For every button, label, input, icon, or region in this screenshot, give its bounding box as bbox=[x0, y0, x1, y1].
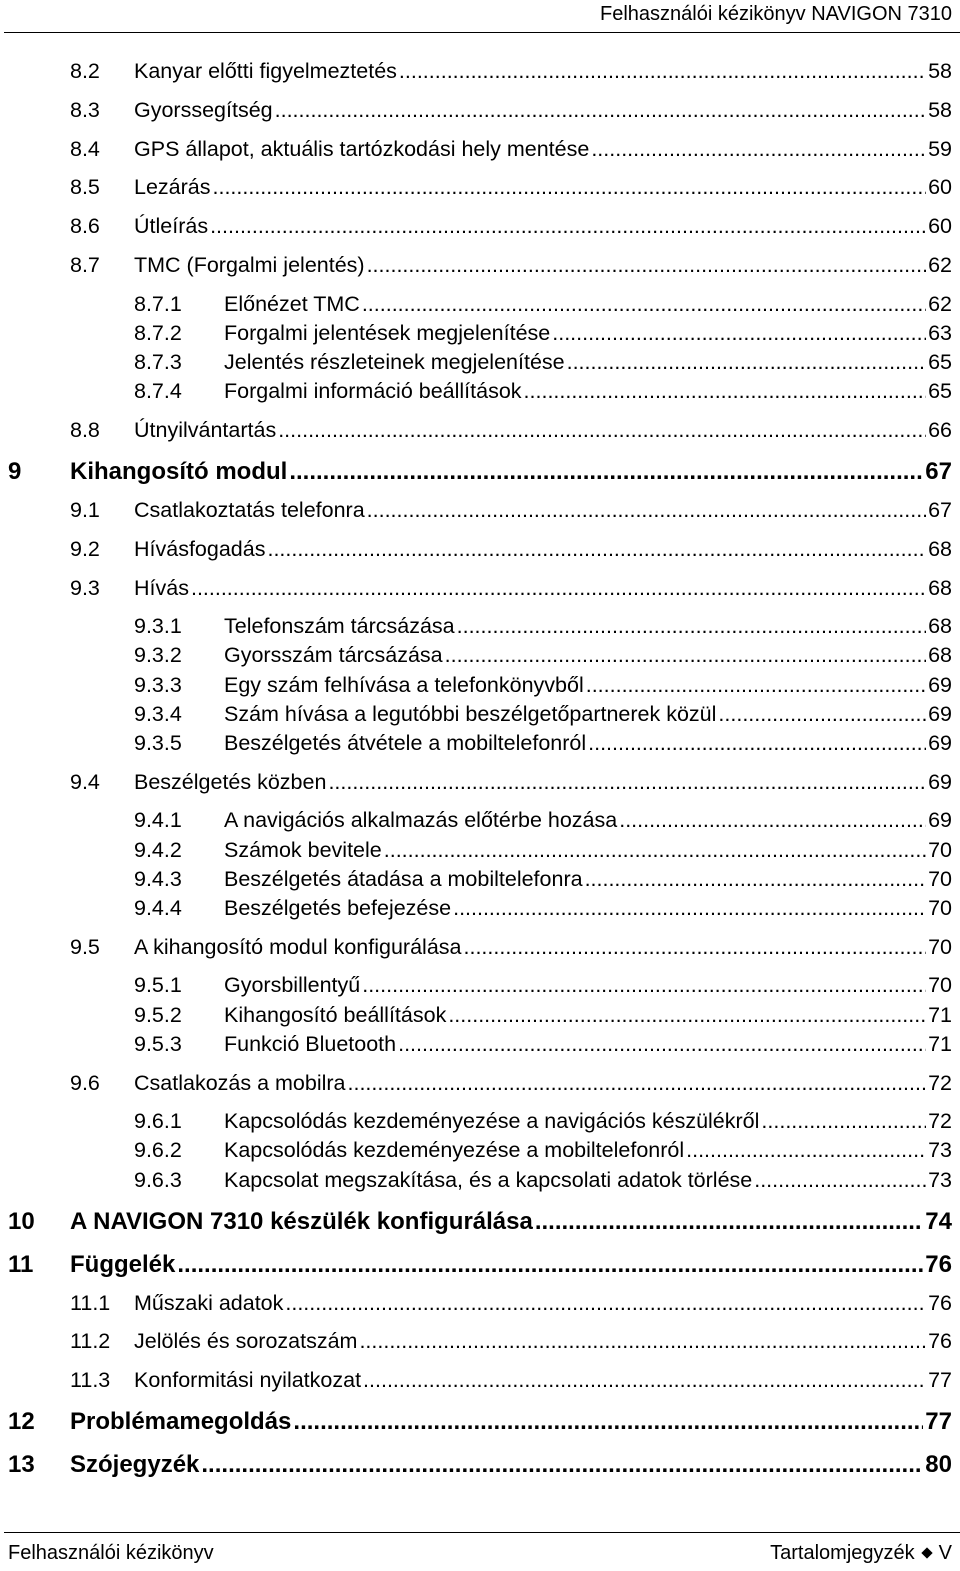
toc-entry[interactable] bbox=[8, 1408, 952, 1438]
footer-doc-title: Felhasználói kézikönyv bbox=[8, 1542, 214, 1564]
toc-entry-page: 72 bbox=[928, 1070, 952, 1095]
toc-entry-page: 67 bbox=[928, 498, 952, 522]
toc-entry-number: 8.8 bbox=[70, 418, 100, 442]
toc-dot-leader bbox=[367, 498, 926, 523]
toc-entry-number: 12 bbox=[8, 1408, 35, 1436]
toc-entry[interactable] bbox=[134, 838, 952, 868]
toc-dot-leader bbox=[718, 702, 926, 727]
toc-entry[interactable] bbox=[70, 576, 952, 606]
toc-entry-page: 76 bbox=[928, 1290, 952, 1315]
toc-entry-page: 58 bbox=[928, 59, 952, 83]
toc-entry-page: 70 bbox=[928, 837, 952, 862]
toc-entry-number: 9.4.3 bbox=[134, 866, 182, 891]
toc-entry-page: 62 bbox=[928, 291, 952, 316]
toc-entry[interactable] bbox=[8, 1451, 952, 1481]
toc-entry-title: Hívás bbox=[134, 575, 189, 600]
toc-entry[interactable] bbox=[70, 498, 952, 528]
toc-entry-page: 74 bbox=[925, 1207, 952, 1235]
toc-entry-page: 69 bbox=[928, 769, 952, 794]
toc-entry[interactable] bbox=[134, 1168, 952, 1198]
toc-entry-title: Konformitási nyilatkozat bbox=[134, 1368, 362, 1393]
toc-entry-page: 60 bbox=[928, 175, 952, 200]
toc-dot-leader bbox=[278, 418, 926, 443]
toc-entry-page: 73 bbox=[928, 1138, 952, 1163]
toc-entry-page: 70 bbox=[928, 973, 952, 998]
toc-entry-page: 65 bbox=[928, 379, 952, 404]
toc-entry-page: 70 bbox=[928, 866, 952, 891]
toc-entry-number: 11 bbox=[8, 1250, 34, 1278]
toc-entry-page: 70 bbox=[928, 934, 952, 959]
toc-entry-number: 11.2 bbox=[70, 1329, 111, 1354]
toc-entry-number: 9.5.1 bbox=[134, 973, 182, 998]
toc-dot-leader bbox=[445, 643, 926, 668]
toc-entry-title: A kihangosító modul konfigurálása bbox=[134, 934, 462, 959]
toc-dot-leader bbox=[359, 1329, 926, 1354]
toc-entry[interactable] bbox=[134, 350, 952, 380]
toc-dot-leader bbox=[289, 458, 923, 486]
toc-entry-number: 8.7 bbox=[70, 253, 100, 277]
toc-entry-title: Funkció Bluetooth bbox=[224, 1031, 397, 1056]
toc-dot-leader bbox=[384, 838, 926, 863]
toc-entry-number: 8.2 bbox=[70, 59, 100, 83]
toc-entry-page: 59 bbox=[928, 136, 952, 161]
toc-entry-page: 69 bbox=[928, 672, 952, 697]
toc-dot-leader bbox=[567, 350, 926, 375]
toc-entry-page: 80 bbox=[925, 1451, 952, 1479]
toc-entry[interactable] bbox=[134, 1138, 952, 1168]
toc-entry[interactable] bbox=[70, 935, 952, 965]
toc-entry[interactable] bbox=[134, 643, 952, 673]
toc-entry-number: 9.2 bbox=[70, 536, 100, 561]
toc-entry-title: Beszélgetés befejezése bbox=[224, 896, 452, 920]
toc-entry-page: 71 bbox=[928, 1031, 952, 1056]
toc-entry-number: 9.4.2 bbox=[134, 837, 182, 862]
toc-entry-number: 9.5 bbox=[70, 934, 100, 959]
toc-entry-number: 8.7.1 bbox=[134, 291, 182, 316]
toc-dot-leader bbox=[177, 1251, 923, 1279]
toc-entry-title: A NAVIGON 7310 készülék konfigurálása bbox=[70, 1207, 533, 1235]
toc-entry-number: 9.3 bbox=[70, 575, 100, 600]
toc-entry-number: 8.3 bbox=[70, 97, 100, 122]
toc-entry-number: 11.3 bbox=[70, 1368, 111, 1393]
toc-entry-number: 9.6.2 bbox=[134, 1138, 182, 1163]
toc-entry-title: Gyorsszám tárcsázása bbox=[224, 643, 443, 668]
toc-entry[interactable] bbox=[70, 1291, 952, 1321]
toc-entry-title: Kapcsolódás kezdeményezése a navigációs készülékről bbox=[224, 1109, 760, 1134]
toc-entry-title: Kapcsolat megszakítása, és a kapcsolati adatok törlése bbox=[224, 1167, 753, 1192]
toc-entry[interactable] bbox=[134, 321, 952, 351]
toc-dot-leader bbox=[686, 1138, 926, 1163]
toc-entry-number: 9.6 bbox=[70, 1070, 100, 1095]
toc-entry-number: 8.7.3 bbox=[134, 350, 182, 374]
toc-entry-number: 9.4.4 bbox=[134, 896, 182, 920]
toc-dot-leader bbox=[585, 867, 927, 892]
toc-entry[interactable] bbox=[134, 867, 952, 897]
toc-entry-title: Telefonszám tárcsázása bbox=[224, 614, 455, 639]
toc-entry-number: 9.6.1 bbox=[134, 1109, 182, 1134]
toc-dot-leader bbox=[285, 1291, 926, 1316]
toc-entry-number: 13 bbox=[8, 1451, 35, 1479]
toc-entry[interactable] bbox=[70, 1329, 952, 1359]
toc-dot-leader bbox=[524, 379, 927, 404]
toc-entry[interactable] bbox=[70, 253, 952, 283]
toc-entry-page: 72 bbox=[928, 1109, 952, 1134]
toc-dot-leader bbox=[275, 98, 926, 123]
toc-dot-leader bbox=[362, 292, 926, 317]
toc-entry-title: Beszélgetés átvétele a mobiltelefonról bbox=[224, 731, 587, 755]
toc-entry-page: 60 bbox=[928, 214, 952, 239]
toc-entry-number: 9.5.3 bbox=[134, 1031, 182, 1056]
toc-entry-title: Lezárás bbox=[134, 175, 211, 200]
toc-dot-leader bbox=[586, 673, 926, 698]
toc-entry-number: 8.7.4 bbox=[134, 379, 182, 404]
toc-entry-page: 69 bbox=[928, 808, 952, 833]
diamond-bullet-icon bbox=[921, 1547, 932, 1558]
toc-entry[interactable] bbox=[134, 702, 952, 732]
toc-entry-title: Hívásfogadás bbox=[134, 536, 266, 561]
toc-entry[interactable] bbox=[70, 175, 952, 205]
toc-entry-number: 8.7.2 bbox=[134, 320, 182, 345]
page-header bbox=[0, 0, 960, 34]
toc-dot-leader bbox=[761, 1109, 926, 1134]
toc-dot-leader bbox=[448, 1003, 926, 1028]
toc-dot-leader bbox=[348, 1071, 927, 1096]
toc-entry-title: Útleírás bbox=[134, 214, 209, 239]
toc-dot-leader bbox=[591, 137, 926, 162]
toc-entry-page: 67 bbox=[925, 458, 952, 485]
toc-entry-page: 68 bbox=[928, 575, 952, 600]
toc-entry-number: 9.3.3 bbox=[134, 672, 182, 697]
toc-entry-page: 77 bbox=[925, 1408, 952, 1436]
toc-entry[interactable] bbox=[70, 418, 952, 448]
footer-section-name: Tartalomjegyzék bbox=[770, 1542, 915, 1564]
toc-entry-number: 8.6 bbox=[70, 214, 100, 239]
toc-entry[interactable] bbox=[134, 731, 952, 761]
toc-entry-number: 8.4 bbox=[70, 136, 100, 161]
toc-entry-page: 76 bbox=[925, 1250, 952, 1278]
toc-entry[interactable] bbox=[70, 214, 952, 244]
toc-entry-title: Gyorsbillentyű bbox=[224, 973, 361, 998]
toc-entry-title: Számok bevitele bbox=[224, 837, 382, 862]
toc-entry[interactable] bbox=[70, 137, 952, 167]
toc-entry-title: Kihangosító beállítások bbox=[224, 1002, 447, 1027]
toc-entry-title: Egy szám felhívása a telefonkönyvből bbox=[224, 672, 584, 697]
toc-entry-title: Kapcsolódás kezdeményezése a mobiltelefonról bbox=[224, 1138, 685, 1163]
toc-dot-leader bbox=[464, 935, 927, 960]
toc-entry[interactable] bbox=[70, 1071, 952, 1101]
toc-entry-page: 68 bbox=[928, 536, 952, 561]
toc-dot-leader bbox=[552, 321, 926, 346]
toc-entry-number: 9.4.1 bbox=[134, 808, 182, 833]
toc-dot-leader bbox=[367, 253, 927, 278]
toc-entry[interactable] bbox=[134, 614, 952, 644]
toc-entry-number: 9.1 bbox=[70, 498, 100, 522]
toc-dot-leader bbox=[293, 1408, 923, 1436]
toc-entry-title: Gyorssegítség bbox=[134, 97, 273, 122]
toc-entry-page: 70 bbox=[928, 896, 952, 920]
toc-entry[interactable] bbox=[134, 379, 952, 409]
toc-entry-title: Beszélgetés közben bbox=[134, 769, 327, 794]
toc-dot-leader bbox=[457, 614, 926, 639]
toc-entry-page: 69 bbox=[928, 701, 952, 726]
toc-entry[interactable] bbox=[134, 673, 952, 703]
header-title: Felhasználói kézikönyv NAVIGON 7310 bbox=[599, 3, 952, 25]
toc-entry-number: 9.3.4 bbox=[134, 701, 182, 726]
toc-dot-leader bbox=[328, 770, 926, 795]
toc-entry-title: GPS állapot, aktuális tartózkodási hely mentése bbox=[134, 136, 590, 161]
toc-entry-page: 68 bbox=[928, 643, 952, 668]
toc-entry-title: Előnézet TMC bbox=[224, 291, 360, 316]
toc-dot-leader bbox=[398, 1032, 926, 1057]
toc-entry-title: Kihangosító modul bbox=[70, 458, 288, 485]
toc-entry-page: 69 bbox=[928, 731, 952, 755]
toc-entry-page: 58 bbox=[928, 97, 952, 122]
toc-entry-title: Csatlakoztatás telefonra bbox=[134, 498, 365, 522]
toc-entry-page: 68 bbox=[928, 614, 952, 639]
page-footer bbox=[0, 1532, 960, 1571]
toc-entry[interactable] bbox=[70, 98, 952, 128]
toc-entry[interactable] bbox=[8, 1251, 952, 1281]
toc-entry-title: Forgalmi információ beállítások bbox=[224, 379, 522, 404]
toc-dot-leader bbox=[201, 1451, 923, 1479]
toc-entry-title: Kanyar előtti figyelmeztetés bbox=[134, 59, 397, 83]
toc-entry[interactable] bbox=[8, 458, 952, 488]
toc-dot-leader bbox=[267, 537, 926, 562]
toc-entry-page: 62 bbox=[928, 253, 952, 277]
toc-entry-title: Beszélgetés átadása a mobiltelefonra bbox=[224, 866, 583, 891]
toc-dot-leader bbox=[619, 808, 926, 833]
toc-entry-page: 73 bbox=[928, 1167, 952, 1192]
toc-entry[interactable] bbox=[70, 770, 952, 800]
toc-entry-page: 71 bbox=[928, 1002, 952, 1027]
toc-entry-page: 65 bbox=[928, 350, 952, 374]
toc-dot-leader bbox=[399, 59, 926, 84]
toc-entry-title: Forgalmi jelentések megjelenítése bbox=[224, 320, 551, 345]
toc-entry-title: Jelentés részleteinek megjelenítése bbox=[224, 350, 565, 374]
toc-entry[interactable] bbox=[70, 59, 952, 89]
toc-dot-leader bbox=[213, 175, 927, 200]
toc-entry-page: 66 bbox=[928, 418, 952, 442]
toc-dot-leader bbox=[210, 214, 926, 239]
toc-entry[interactable] bbox=[134, 1003, 952, 1033]
toc-entry[interactable] bbox=[134, 292, 952, 322]
toc-entry-number: 9 bbox=[8, 458, 22, 485]
toc-entry-number: 9.3.5 bbox=[134, 731, 182, 755]
toc-entry[interactable] bbox=[134, 808, 952, 838]
toc-entry-number: 11.1 bbox=[70, 1290, 111, 1315]
toc-entry-number: 9.3.2 bbox=[134, 643, 182, 668]
toc-entry-page: 63 bbox=[928, 320, 952, 345]
toc-entry[interactable] bbox=[134, 1032, 952, 1062]
toc-entry-title: Függelék bbox=[70, 1250, 176, 1278]
toc-entry-title: Szám hívása a legutóbbi beszélgetőpartnerek közül bbox=[224, 701, 717, 726]
toc-dot-leader bbox=[535, 1208, 923, 1236]
toc-dot-leader bbox=[191, 576, 926, 601]
header-rule bbox=[4, 32, 960, 33]
toc-entry-number: 9.5.2 bbox=[134, 1002, 182, 1027]
toc-dot-leader bbox=[453, 896, 926, 921]
toc-dot-leader bbox=[362, 973, 926, 998]
toc-dot-leader bbox=[588, 731, 926, 756]
toc-entry[interactable] bbox=[134, 1109, 952, 1139]
toc-entry-number: 8.5 bbox=[70, 175, 100, 200]
toc-entry-title: A navigációs alkalmazás előtérbe hozása bbox=[224, 808, 618, 833]
toc-entry-number: 9.3.1 bbox=[134, 614, 182, 639]
toc-entry-title: Útnyilvántartás bbox=[134, 418, 277, 442]
toc-entry[interactable] bbox=[8, 1208, 952, 1238]
toc-entry[interactable] bbox=[134, 896, 952, 926]
footer-page-number: V bbox=[938, 1542, 952, 1564]
toc-entry-page: 77 bbox=[928, 1368, 952, 1393]
toc-entry-page: 76 bbox=[928, 1329, 952, 1354]
toc-entry[interactable] bbox=[70, 537, 952, 567]
toc-dot-leader bbox=[363, 1368, 926, 1393]
toc-entry-title: Problémamegoldás bbox=[70, 1408, 292, 1436]
toc-entry-title: Csatlakozás a mobilra bbox=[134, 1070, 346, 1095]
toc-entry[interactable] bbox=[134, 973, 952, 1003]
toc-entry-title: TMC (Forgalmi jelentés) bbox=[134, 253, 365, 277]
toc-entry-number: 10 bbox=[8, 1207, 35, 1235]
footer-rule bbox=[4, 1532, 960, 1533]
toc-entry-title: Jelölés és sorozatszám bbox=[134, 1329, 358, 1354]
toc-entry-number: 9.4 bbox=[70, 769, 100, 794]
footer-section bbox=[770, 1542, 952, 1565]
toc-dot-leader bbox=[754, 1168, 926, 1193]
toc-entry[interactable] bbox=[70, 1368, 952, 1398]
toc-entry-title: Műszaki adatok bbox=[134, 1290, 284, 1315]
toc-entry-title: Szójegyzék bbox=[70, 1451, 200, 1479]
toc-entry-number: 9.6.3 bbox=[134, 1167, 182, 1192]
